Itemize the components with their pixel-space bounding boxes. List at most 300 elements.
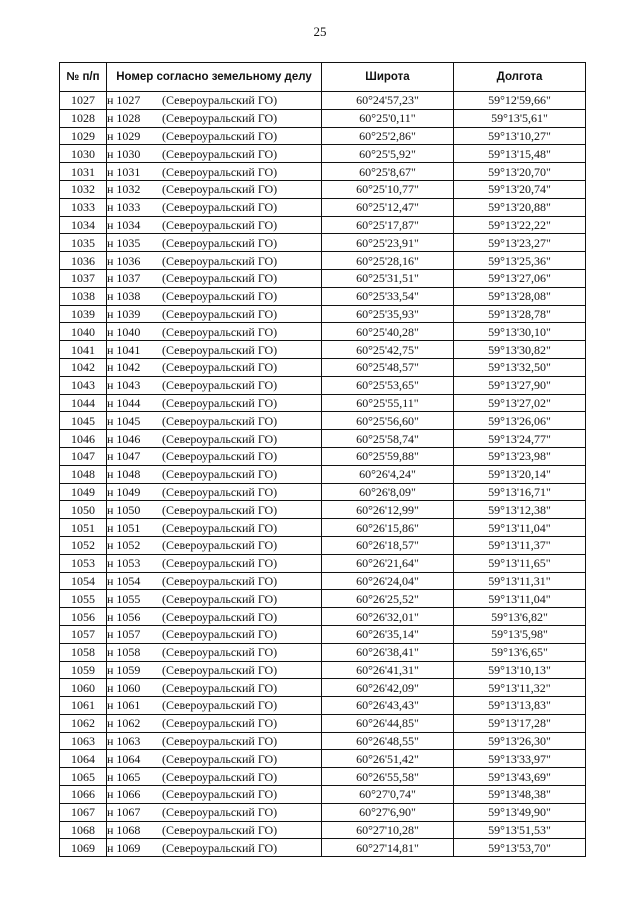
table-row bbox=[60, 679, 586, 697]
record-district: (Североуральский ГО) bbox=[162, 253, 278, 268]
land-record bbox=[107, 269, 322, 287]
land-record bbox=[107, 572, 322, 590]
longitude-cell: 59°13'32,50" bbox=[454, 358, 586, 376]
record-code: н 1037 bbox=[107, 271, 141, 286]
land-record bbox=[107, 679, 322, 697]
longitude-cell: 59°13'20,14" bbox=[454, 465, 586, 483]
record-district: (Североуральский ГО) bbox=[162, 680, 278, 695]
row-number: 1034 bbox=[60, 216, 107, 234]
page-number: 25 bbox=[313, 24, 327, 39]
land-record bbox=[107, 412, 322, 430]
header-row bbox=[60, 63, 586, 92]
table-row bbox=[60, 447, 586, 465]
longitude-cell: 59°13'28,08" bbox=[454, 287, 586, 305]
table-row bbox=[60, 430, 586, 448]
record-district: (Североуральский ГО) bbox=[162, 556, 278, 571]
table-row bbox=[60, 786, 586, 804]
record-district: (Североуральский ГО) bbox=[162, 164, 278, 179]
land-record bbox=[107, 554, 322, 572]
record-district: (Североуральский ГО) bbox=[162, 502, 278, 517]
latitude-cell: 60°24'57,23" bbox=[322, 92, 454, 110]
record-code: н 1056 bbox=[107, 609, 141, 624]
row-number: 1048 bbox=[60, 465, 107, 483]
row-number: 1052 bbox=[60, 536, 107, 554]
longitude-cell: 59°13'27,90" bbox=[454, 376, 586, 394]
row-number: 1047 bbox=[60, 447, 107, 465]
land-record bbox=[107, 447, 322, 465]
longitude-cell: 59°13'11,04" bbox=[454, 590, 586, 608]
record-code: н 1054 bbox=[107, 573, 141, 588]
record-code: н 1044 bbox=[107, 395, 141, 410]
land-record bbox=[107, 697, 322, 715]
table-row bbox=[60, 483, 586, 501]
record-code: н 1068 bbox=[107, 823, 141, 838]
record-code: н 1028 bbox=[107, 111, 141, 126]
table-row bbox=[60, 803, 586, 821]
table-row bbox=[60, 198, 586, 216]
record-code: н 1064 bbox=[107, 751, 141, 766]
record-code: н 1060 bbox=[107, 680, 141, 695]
record-code: н 1036 bbox=[107, 253, 141, 268]
record-code: н 1059 bbox=[107, 662, 141, 677]
record-code: н 1038 bbox=[107, 289, 141, 304]
record-code: н 1043 bbox=[107, 378, 141, 393]
longitude-cell: 59°13'20,88" bbox=[454, 198, 586, 216]
record-district: (Североуральский ГО) bbox=[162, 182, 278, 197]
land-record bbox=[107, 625, 322, 643]
longitude-cell: 59°13'20,74" bbox=[454, 180, 586, 198]
table-row bbox=[60, 536, 586, 554]
row-number: 1057 bbox=[60, 625, 107, 643]
longitude-cell: 59°13'23,27" bbox=[454, 234, 586, 252]
record-district: (Североуральский ГО) bbox=[162, 734, 278, 749]
latitude-cell: 60°26'18,57" bbox=[322, 536, 454, 554]
longitude-cell: 59°13'16,71" bbox=[454, 483, 586, 501]
table-row bbox=[60, 394, 586, 412]
table-row bbox=[60, 590, 586, 608]
longitude-cell: 59°13'15,48" bbox=[454, 145, 586, 163]
record-code: н 1063 bbox=[107, 734, 141, 749]
latitude-cell: 60°25'48,57" bbox=[322, 358, 454, 376]
land-record bbox=[107, 394, 322, 412]
longitude-cell: 59°13'25,36" bbox=[454, 252, 586, 270]
record-district: (Североуральский ГО) bbox=[162, 146, 278, 161]
latitude-cell: 60°25'59,88" bbox=[322, 447, 454, 465]
record-district: (Североуральский ГО) bbox=[162, 378, 278, 393]
record-code: н 1052 bbox=[107, 538, 141, 553]
latitude-cell: 60°26'51,42" bbox=[322, 750, 454, 768]
record-district: (Североуральский ГО) bbox=[162, 342, 278, 357]
table-row bbox=[60, 608, 586, 626]
longitude-cell: 59°13'22,22" bbox=[454, 216, 586, 234]
longitude-cell: 59°13'30,10" bbox=[454, 323, 586, 341]
record-district: (Североуральский ГО) bbox=[162, 698, 278, 713]
table-row bbox=[60, 732, 586, 750]
table-row bbox=[60, 839, 586, 857]
land-record bbox=[107, 465, 322, 483]
latitude-cell: 60°26'15,86" bbox=[322, 519, 454, 537]
latitude-cell: 60°26'25,52" bbox=[322, 590, 454, 608]
record-district: (Североуральский ГО) bbox=[162, 609, 278, 624]
record-district: (Североуральский ГО) bbox=[162, 360, 278, 375]
row-number: 1066 bbox=[60, 786, 107, 804]
record-code: н 1050 bbox=[107, 502, 141, 517]
land-record bbox=[107, 750, 322, 768]
row-number: 1065 bbox=[60, 768, 107, 786]
table-row bbox=[60, 92, 586, 110]
record-district: (Североуральский ГО) bbox=[162, 111, 278, 126]
row-number: 1037 bbox=[60, 269, 107, 287]
latitude-cell: 60°26'32,01" bbox=[322, 608, 454, 626]
latitude-cell: 60°25'40,28" bbox=[322, 323, 454, 341]
table-row bbox=[60, 287, 586, 305]
latitude-cell: 60°25'53,65" bbox=[322, 376, 454, 394]
latitude-cell: 60°26'35,14" bbox=[322, 625, 454, 643]
longitude-cell: 59°13'11,32" bbox=[454, 679, 586, 697]
row-number: 1041 bbox=[60, 341, 107, 359]
record-code: н 1042 bbox=[107, 360, 141, 375]
longitude-cell: 59°13'26,30" bbox=[454, 732, 586, 750]
longitude-cell: 59°13'5,61" bbox=[454, 109, 586, 127]
record-district: (Североуральский ГО) bbox=[162, 787, 278, 802]
row-number: 1054 bbox=[60, 572, 107, 590]
longitude-cell: 59°12'59,66" bbox=[454, 92, 586, 110]
row-number: 1059 bbox=[60, 661, 107, 679]
longitude-cell: 59°13'11,65" bbox=[454, 554, 586, 572]
record-code: н 1039 bbox=[107, 306, 141, 321]
table-row bbox=[60, 234, 586, 252]
table-row bbox=[60, 323, 586, 341]
record-code: н 1057 bbox=[107, 627, 141, 642]
land-record bbox=[107, 430, 322, 448]
record-district: (Североуральский ГО) bbox=[162, 520, 278, 535]
table-row bbox=[60, 180, 586, 198]
land-record bbox=[107, 145, 322, 163]
latitude-cell: 60°25'33,54" bbox=[322, 287, 454, 305]
row-number: 1053 bbox=[60, 554, 107, 572]
record-code: н 1027 bbox=[107, 93, 141, 108]
longitude-cell: 59°13'5,98" bbox=[454, 625, 586, 643]
land-record bbox=[107, 127, 322, 145]
record-code: н 1034 bbox=[107, 217, 141, 232]
record-code: н 1029 bbox=[107, 128, 141, 143]
record-code: н 1047 bbox=[107, 449, 141, 464]
latitude-cell: 60°26'48,55" bbox=[322, 732, 454, 750]
longitude-cell: 59°13'17,28" bbox=[454, 714, 586, 732]
table-row bbox=[60, 821, 586, 839]
record-district: (Североуральский ГО) bbox=[162, 769, 278, 784]
land-record bbox=[107, 305, 322, 323]
row-number: 1067 bbox=[60, 803, 107, 821]
longitude-cell: 59°13'26,06" bbox=[454, 412, 586, 430]
longitude-cell: 59°13'27,02" bbox=[454, 394, 586, 412]
record-district: (Североуральский ГО) bbox=[162, 431, 278, 446]
record-code: н 1069 bbox=[107, 840, 141, 855]
record-district: (Североуральский ГО) bbox=[162, 823, 278, 838]
table-row bbox=[60, 661, 586, 679]
record-code: н 1041 bbox=[107, 342, 141, 357]
row-number: 1046 bbox=[60, 430, 107, 448]
header-num: № п/п bbox=[60, 63, 107, 92]
row-number: 1033 bbox=[60, 198, 107, 216]
record-code: н 1061 bbox=[107, 698, 141, 713]
row-number: 1029 bbox=[60, 127, 107, 145]
latitude-cell: 60°25'12,47" bbox=[322, 198, 454, 216]
record-district: (Североуральский ГО) bbox=[162, 200, 278, 215]
land-record bbox=[107, 732, 322, 750]
record-code: н 1062 bbox=[107, 716, 141, 731]
row-number: 1060 bbox=[60, 679, 107, 697]
land-record bbox=[107, 786, 322, 804]
land-record bbox=[107, 180, 322, 198]
record-district: (Североуральский ГО) bbox=[162, 93, 278, 108]
record-district: (Североуральский ГО) bbox=[162, 716, 278, 731]
latitude-cell: 60°27'14,81" bbox=[322, 839, 454, 857]
record-code: н 1048 bbox=[107, 467, 141, 482]
table-row bbox=[60, 519, 586, 537]
row-number: 1035 bbox=[60, 234, 107, 252]
land-record bbox=[107, 163, 322, 181]
latitude-cell: 60°26'8,09" bbox=[322, 483, 454, 501]
land-record bbox=[107, 109, 322, 127]
record-district: (Североуральский ГО) bbox=[162, 538, 278, 553]
longitude-cell: 59°13'10,27" bbox=[454, 127, 586, 145]
row-number: 1056 bbox=[60, 608, 107, 626]
land-record bbox=[107, 483, 322, 501]
record-district: (Североуральский ГО) bbox=[162, 805, 278, 820]
record-district: (Североуральский ГО) bbox=[162, 271, 278, 286]
record-district: (Североуральский ГО) bbox=[162, 645, 278, 660]
row-number: 1030 bbox=[60, 145, 107, 163]
record-code: н 1045 bbox=[107, 413, 141, 428]
record-district: (Североуральский ГО) bbox=[162, 484, 278, 499]
table-row bbox=[60, 412, 586, 430]
longitude-cell: 59°13'33,97" bbox=[454, 750, 586, 768]
latitude-cell: 60°25'2,86" bbox=[322, 127, 454, 145]
latitude-cell: 60°25'55,11" bbox=[322, 394, 454, 412]
header-lat: Широта bbox=[322, 63, 454, 92]
record-code: н 1031 bbox=[107, 164, 141, 179]
table-row bbox=[60, 376, 586, 394]
record-district: (Североуральский ГО) bbox=[162, 128, 278, 143]
latitude-cell: 60°26'21,64" bbox=[322, 554, 454, 572]
table-row bbox=[60, 305, 586, 323]
land-record bbox=[107, 536, 322, 554]
latitude-cell: 60°25'8,67" bbox=[322, 163, 454, 181]
longitude-cell: 59°13'12,38" bbox=[454, 501, 586, 519]
table-row bbox=[60, 697, 586, 715]
latitude-cell: 60°25'17,87" bbox=[322, 216, 454, 234]
land-record bbox=[107, 768, 322, 786]
land-record bbox=[107, 234, 322, 252]
row-number: 1068 bbox=[60, 821, 107, 839]
longitude-cell: 59°13'28,78" bbox=[454, 305, 586, 323]
land-record bbox=[107, 92, 322, 110]
table-row bbox=[60, 768, 586, 786]
record-district: (Североуральский ГО) bbox=[162, 449, 278, 464]
latitude-cell: 60°25'0,11" bbox=[322, 109, 454, 127]
land-record bbox=[107, 643, 322, 661]
record-district: (Североуральский ГО) bbox=[162, 289, 278, 304]
record-code: н 1030 bbox=[107, 146, 141, 161]
longitude-cell: 59°13'53,70" bbox=[454, 839, 586, 857]
latitude-cell: 60°27'10,28" bbox=[322, 821, 454, 839]
longitude-cell: 59°13'48,38" bbox=[454, 786, 586, 804]
record-code: н 1058 bbox=[107, 645, 141, 660]
row-number: 1062 bbox=[60, 714, 107, 732]
row-number: 1028 bbox=[60, 109, 107, 127]
land-record bbox=[107, 358, 322, 376]
land-record bbox=[107, 714, 322, 732]
longitude-cell: 59°13'30,82" bbox=[454, 341, 586, 359]
row-number: 1064 bbox=[60, 750, 107, 768]
record-code: н 1066 bbox=[107, 787, 141, 802]
land-record bbox=[107, 839, 322, 857]
land-record bbox=[107, 216, 322, 234]
row-number: 1039 bbox=[60, 305, 107, 323]
table-row bbox=[60, 750, 586, 768]
row-number: 1036 bbox=[60, 252, 107, 270]
header-name: Номер согласно земельному делу bbox=[107, 63, 322, 92]
row-number: 1063 bbox=[60, 732, 107, 750]
table-row bbox=[60, 163, 586, 181]
land-record bbox=[107, 803, 322, 821]
record-district: (Североуральский ГО) bbox=[162, 395, 278, 410]
table-row bbox=[60, 501, 586, 519]
latitude-cell: 60°25'23,91" bbox=[322, 234, 454, 252]
longitude-cell: 59°13'10,13" bbox=[454, 661, 586, 679]
longitude-cell: 59°13'11,31" bbox=[454, 572, 586, 590]
record-district: (Североуральский ГО) bbox=[162, 573, 278, 588]
latitude-cell: 60°26'43,43" bbox=[322, 697, 454, 715]
record-code: н 1046 bbox=[107, 431, 141, 446]
record-district: (Североуральский ГО) bbox=[162, 467, 278, 482]
row-number: 1045 bbox=[60, 412, 107, 430]
latitude-cell: 60°26'41,31" bbox=[322, 661, 454, 679]
coordinates-table bbox=[59, 62, 586, 857]
row-number: 1055 bbox=[60, 590, 107, 608]
table-row bbox=[60, 465, 586, 483]
row-number: 1044 bbox=[60, 394, 107, 412]
record-district: (Североуральский ГО) bbox=[162, 662, 278, 677]
land-record bbox=[107, 252, 322, 270]
latitude-cell: 60°25'58,74" bbox=[322, 430, 454, 448]
longitude-cell: 59°13'11,04" bbox=[454, 519, 586, 537]
record-district: (Североуральский ГО) bbox=[162, 751, 278, 766]
latitude-cell: 60°26'4,24" bbox=[322, 465, 454, 483]
longitude-cell: 59°13'23,98" bbox=[454, 447, 586, 465]
latitude-cell: 60°25'35,93" bbox=[322, 305, 454, 323]
land-record bbox=[107, 501, 322, 519]
land-record bbox=[107, 661, 322, 679]
row-number: 1043 bbox=[60, 376, 107, 394]
land-record bbox=[107, 287, 322, 305]
table-row bbox=[60, 358, 586, 376]
latitude-cell: 60°25'31,51" bbox=[322, 269, 454, 287]
row-number: 1032 bbox=[60, 180, 107, 198]
latitude-cell: 60°26'44,85" bbox=[322, 714, 454, 732]
latitude-cell: 60°26'38,41" bbox=[322, 643, 454, 661]
row-number: 1069 bbox=[60, 839, 107, 857]
latitude-cell: 60°26'24,04" bbox=[322, 572, 454, 590]
land-record bbox=[107, 590, 322, 608]
row-number: 1040 bbox=[60, 323, 107, 341]
longitude-cell: 59°13'6,65" bbox=[454, 643, 586, 661]
longitude-cell: 59°13'49,90" bbox=[454, 803, 586, 821]
row-number: 1050 bbox=[60, 501, 107, 519]
table-row bbox=[60, 643, 586, 661]
table-row bbox=[60, 109, 586, 127]
record-code: н 1032 bbox=[107, 182, 141, 197]
table-row bbox=[60, 252, 586, 270]
record-district: (Североуральский ГО) bbox=[162, 306, 278, 321]
longitude-cell: 59°13'11,37" bbox=[454, 536, 586, 554]
record-district: (Североуральский ГО) bbox=[162, 840, 278, 855]
longitude-cell: 59°13'13,83" bbox=[454, 697, 586, 715]
row-number: 1061 bbox=[60, 697, 107, 715]
row-number: 1038 bbox=[60, 287, 107, 305]
table-row bbox=[60, 145, 586, 163]
row-number: 1027 bbox=[60, 92, 107, 110]
row-number: 1049 bbox=[60, 483, 107, 501]
land-record bbox=[107, 821, 322, 839]
record-district: (Североуральский ГО) bbox=[162, 235, 278, 250]
table-row bbox=[60, 127, 586, 145]
land-record bbox=[107, 519, 322, 537]
table-header bbox=[60, 63, 586, 92]
record-code: н 1040 bbox=[107, 324, 141, 339]
latitude-cell: 60°26'12,99" bbox=[322, 501, 454, 519]
land-record bbox=[107, 323, 322, 341]
table-row bbox=[60, 554, 586, 572]
latitude-cell: 60°26'42,09" bbox=[322, 679, 454, 697]
table-row bbox=[60, 341, 586, 359]
record-code: н 1053 bbox=[107, 556, 141, 571]
longitude-cell: 59°13'43,69" bbox=[454, 768, 586, 786]
latitude-cell: 60°25'5,92" bbox=[322, 145, 454, 163]
record-code: н 1033 bbox=[107, 200, 141, 215]
record-code: н 1035 bbox=[107, 235, 141, 250]
longitude-cell: 59°13'27,06" bbox=[454, 269, 586, 287]
longitude-cell: 59°13'51,53" bbox=[454, 821, 586, 839]
table-row bbox=[60, 625, 586, 643]
latitude-cell: 60°25'10,77" bbox=[322, 180, 454, 198]
table-row bbox=[60, 269, 586, 287]
row-number: 1058 bbox=[60, 643, 107, 661]
row-number: 1051 bbox=[60, 519, 107, 537]
record-district: (Североуральский ГО) bbox=[162, 627, 278, 642]
record-code: н 1067 bbox=[107, 805, 141, 820]
record-code: н 1055 bbox=[107, 591, 141, 606]
table-row bbox=[60, 714, 586, 732]
latitude-cell: 60°27'0,74" bbox=[322, 786, 454, 804]
table-row bbox=[60, 216, 586, 234]
land-record bbox=[107, 608, 322, 626]
record-district: (Североуральский ГО) bbox=[162, 413, 278, 428]
longitude-cell: 59°13'20,70" bbox=[454, 163, 586, 181]
record-district: (Североуральский ГО) bbox=[162, 591, 278, 606]
latitude-cell: 60°25'42,75" bbox=[322, 341, 454, 359]
longitude-cell: 59°13'24,77" bbox=[454, 430, 586, 448]
latitude-cell: 60°27'6,90" bbox=[322, 803, 454, 821]
land-record bbox=[107, 376, 322, 394]
header-lon: Долгота bbox=[454, 63, 586, 92]
land-record bbox=[107, 198, 322, 216]
latitude-cell: 60°25'56,60" bbox=[322, 412, 454, 430]
table-row bbox=[60, 572, 586, 590]
longitude-cell: 59°13'6,82" bbox=[454, 608, 586, 626]
row-number: 1042 bbox=[60, 358, 107, 376]
